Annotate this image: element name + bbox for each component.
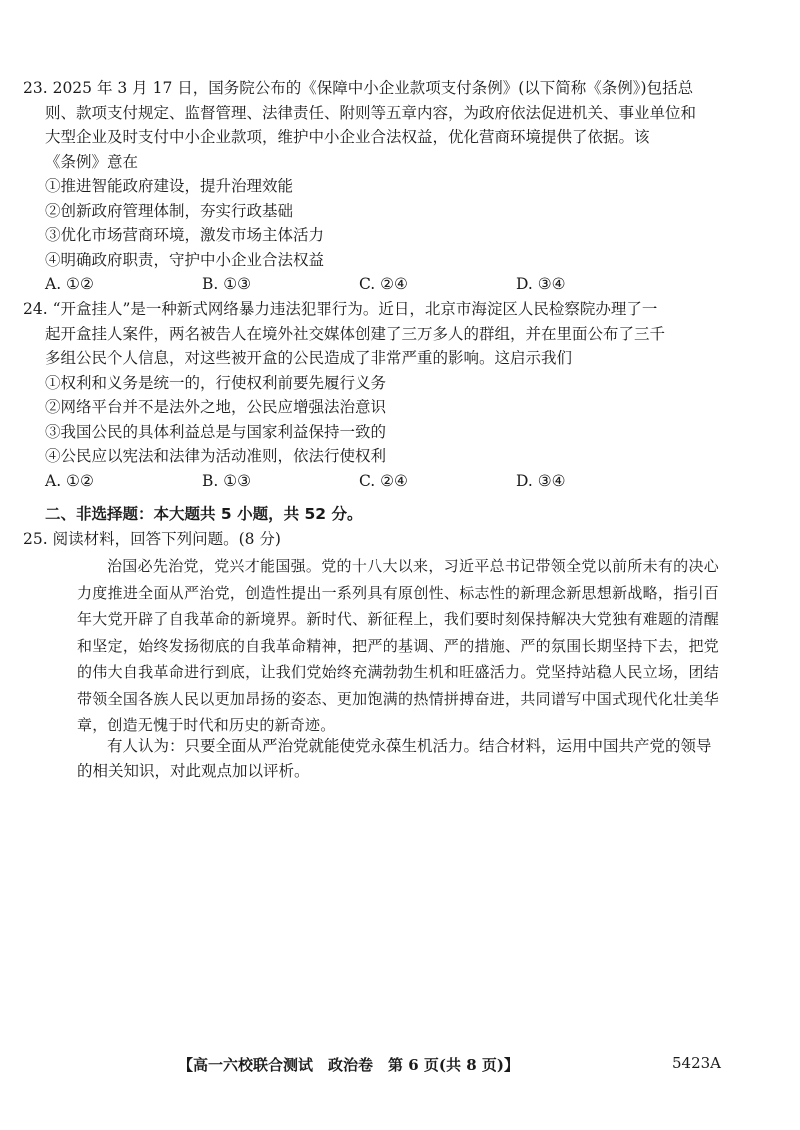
- section-heading: 二、非选择题：本大题共 5 小题，共 52 分。: [45, 505, 363, 523]
- q24-stem-line: 24. “开盒挂人”是一种新式网络暴力违法犯罪行为。近日，北京市海淀区人民检察院办理了一: [23, 300, 658, 318]
- q24-stem-line: 起开盒挂人案件，两名被告人在境外社交媒体创建了三万多人的群组，并在里面公布了三千: [45, 324, 666, 343]
- q23-item: ④明确政府职责，守护中小企业合法权益: [45, 250, 325, 269]
- q23-stem-line: 《条例》意在: [45, 152, 139, 171]
- q25-prompt-text: 有人认为：只要全面从严治党就能使党永葆生机活力。结合材料，运用中国共产党的领导的相关知识，对此观点加以评析。: [77, 737, 712, 780]
- q23-item: ②创新政府管理体制，夯实行政基础: [45, 201, 294, 220]
- q24-item: ①权利和义务是统一的，行使权利前要先履行义务: [45, 373, 387, 392]
- q23-option-b[interactable]: B. ①③: [202, 275, 252, 293]
- q23-options: [45, 272, 745, 297]
- question-25-stem: [23, 527, 723, 552]
- q23-option-d[interactable]: D. ③④: [516, 275, 566, 293]
- q25-prompt: [77, 734, 719, 784]
- q25-stem: 25. 阅读材料，回答下列问题。(8 分): [23, 530, 281, 548]
- q24-item: ③我国公民的具体利益总是与国家利益保持一致的: [45, 422, 387, 441]
- footer-code: 5423A: [672, 1054, 722, 1072]
- q24-option-d[interactable]: D. ③④: [516, 471, 566, 490]
- question-23: [23, 76, 745, 297]
- q23-stem-line: 则、款项支付规定、监督管理、法律责任、附则等五章内容，为政府依法促进机关、事业单位和: [45, 103, 697, 122]
- q24-options: [45, 469, 745, 494]
- q24-item: ②网络平台并不是法外之地，公民应增强法治意识: [45, 398, 387, 416]
- q23-stem-line: 大型企业及时支付中小企业款项，维护中小企业合法权益，优化营商环境提供了依据。该: [45, 128, 650, 146]
- q24-stem-line: 多组公民个人信息，对这些被开盒的公民造成了非常严重的影响。这启示我们: [45, 349, 573, 367]
- q24-option-b[interactable]: B. ①③: [202, 471, 252, 490]
- q23-item: ①推进智能政府建设，提升治理效能: [45, 177, 294, 195]
- q23-item: ③优化市场营商环境，激发市场主体活力: [45, 226, 325, 244]
- q24-option-a[interactable]: A. ①②: [45, 471, 94, 490]
- question-24: [23, 297, 745, 493]
- q23-option-c[interactable]: C. ②④: [359, 275, 408, 293]
- q25-material-text: 治国必先治党，党兴才能国强。党的十八大以来，习近平总书记带领全党以前所未有的决心力度推进全面从严治党，创造性提出一系列具有原创性、标志性的新理念新思想新战略，指引百年大党开辟了自我革命的新境界。新时代、新征程上，我们要时刻保持解决大党独有难题的清醒和坚定，始终发扬彻底的自我革命精神，把严的基调、严的措施、严的氛围长期坚持下去，把党的伟大自我革命进行到底，让我们党始终充满勃勃生机和旺盛活力。党坚持站稳人民立场，团结带领全国各族人民以更加昂扬的姿态、更加饱满的热情拼搏奋进，共同谱写中国式现代化壮美华章，创造无愧于时代和历史的新奇迹。: [77, 557, 719, 734]
- q23-option-a[interactable]: A. ①②: [45, 275, 94, 293]
- q24-option-c[interactable]: C. ②④: [359, 471, 408, 490]
- q23-stem-line: 23. 2025 年 3 月 17 日，国务院公布的《保障中小企业款项支付条例》(以下简称《条例》)包括总: [23, 79, 694, 97]
- q24-item: ④公民应以宪法和法律为活动准则，依法行使权利: [45, 447, 387, 465]
- q25-material: [77, 553, 719, 739]
- footer-title: 【高一六校联合测试 政治卷 第 6 页(共 8 页)】: [178, 1056, 519, 1074]
